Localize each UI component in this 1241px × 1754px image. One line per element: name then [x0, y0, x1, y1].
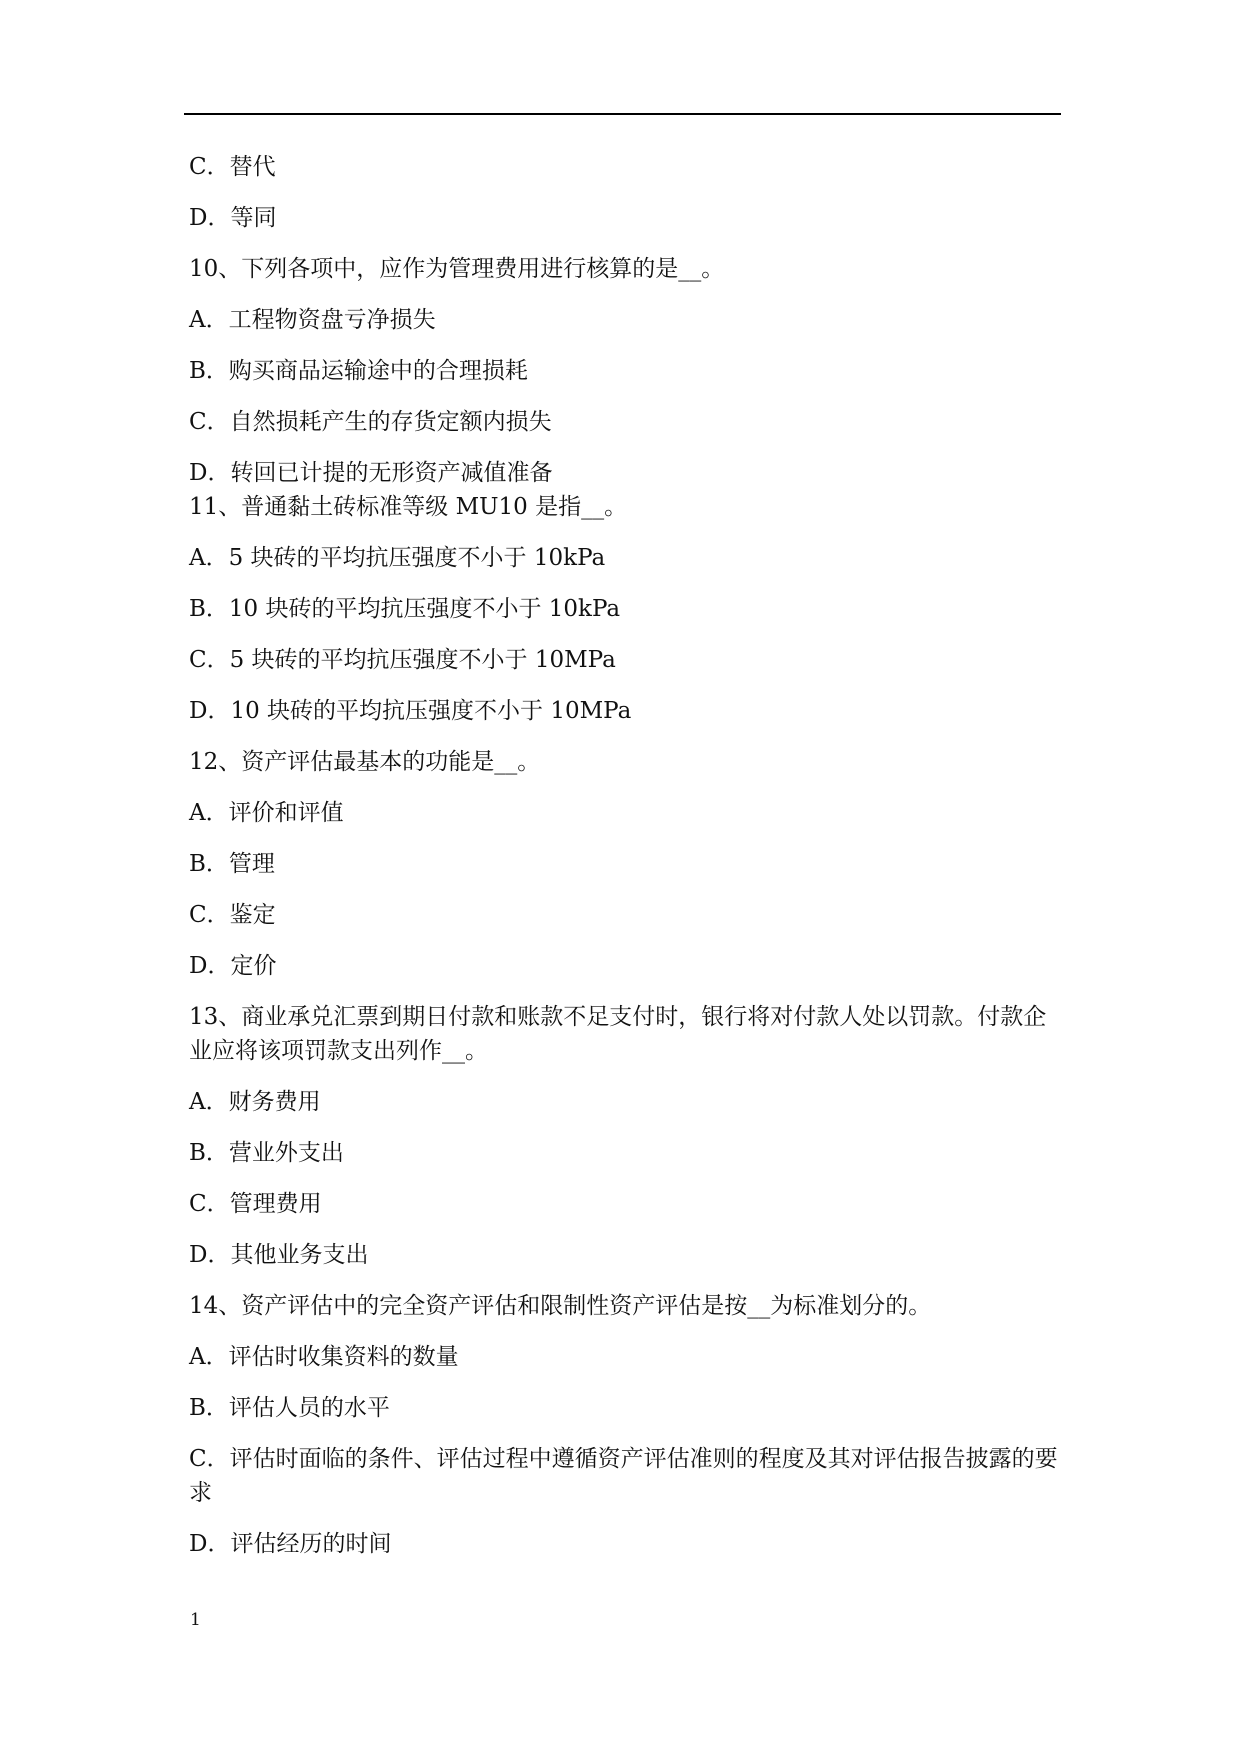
option-line: A．财务费用	[189, 1089, 321, 1115]
option-line: D．等同	[189, 205, 277, 231]
page-number: 1	[190, 1610, 201, 1630]
option-line: D．10 块砖的平均抗压强度不小于 10MPa	[189, 698, 632, 724]
option-line: D．定价	[189, 953, 277, 979]
question-line: 13、商业承兑汇票到期日付款和账款不足支付时，银行将对付款人处以罚款。付款企业应将该项罚款支出列作__。	[189, 1004, 1047, 1064]
option-line: C．评估时面临的条件、评估过程中遵循资产评估准则的程度及其对评估报告披露的要求	[189, 1446, 1058, 1506]
option-line: D．评估经历的时间	[189, 1531, 392, 1557]
header-rule	[184, 113, 1061, 115]
option-line: C．替代	[189, 154, 276, 180]
option-line: C．鉴定	[189, 902, 276, 928]
option-line: A．工程物资盘亏净损失	[189, 307, 436, 333]
option-line: B．购买商品运输途中的合理损耗	[189, 358, 528, 384]
option-line: B．营业外支出	[189, 1140, 344, 1166]
option-line: A．评估时收集资料的数量	[189, 1344, 459, 1370]
question-line: 14、资产评估中的完全资产评估和限制性资产评估是按__为标准划分的。	[189, 1293, 932, 1319]
option-line: B．管理	[189, 851, 275, 877]
option-line: D．转回已计提的无形资产减值准备	[189, 460, 553, 486]
option-line: B．10 块砖的平均抗压强度不小于 10kPa	[189, 596, 621, 622]
option-line: A．5 块砖的平均抗压强度不小于 10kPa	[189, 545, 606, 571]
question-line: 12、资产评估最基本的功能是__。	[189, 749, 541, 775]
option-line: C．自然损耗产生的存货定额内损失	[189, 409, 552, 435]
option-line: A．评价和评值	[189, 800, 344, 826]
document-body	[189, 150, 1059, 1578]
option-line: C．5 块砖的平均抗压强度不小于 10MPa	[189, 647, 616, 673]
option-line: D．其他业务支出	[189, 1242, 369, 1268]
question-line: 10、下列各项中，应作为管理费用进行核算的是__。	[189, 256, 725, 282]
question-line: 11、普通黏土砖标准等级 MU10 是指__。	[189, 494, 628, 520]
option-line: C．管理费用	[189, 1191, 322, 1217]
option-line: B．评估人员的水平	[189, 1395, 390, 1421]
